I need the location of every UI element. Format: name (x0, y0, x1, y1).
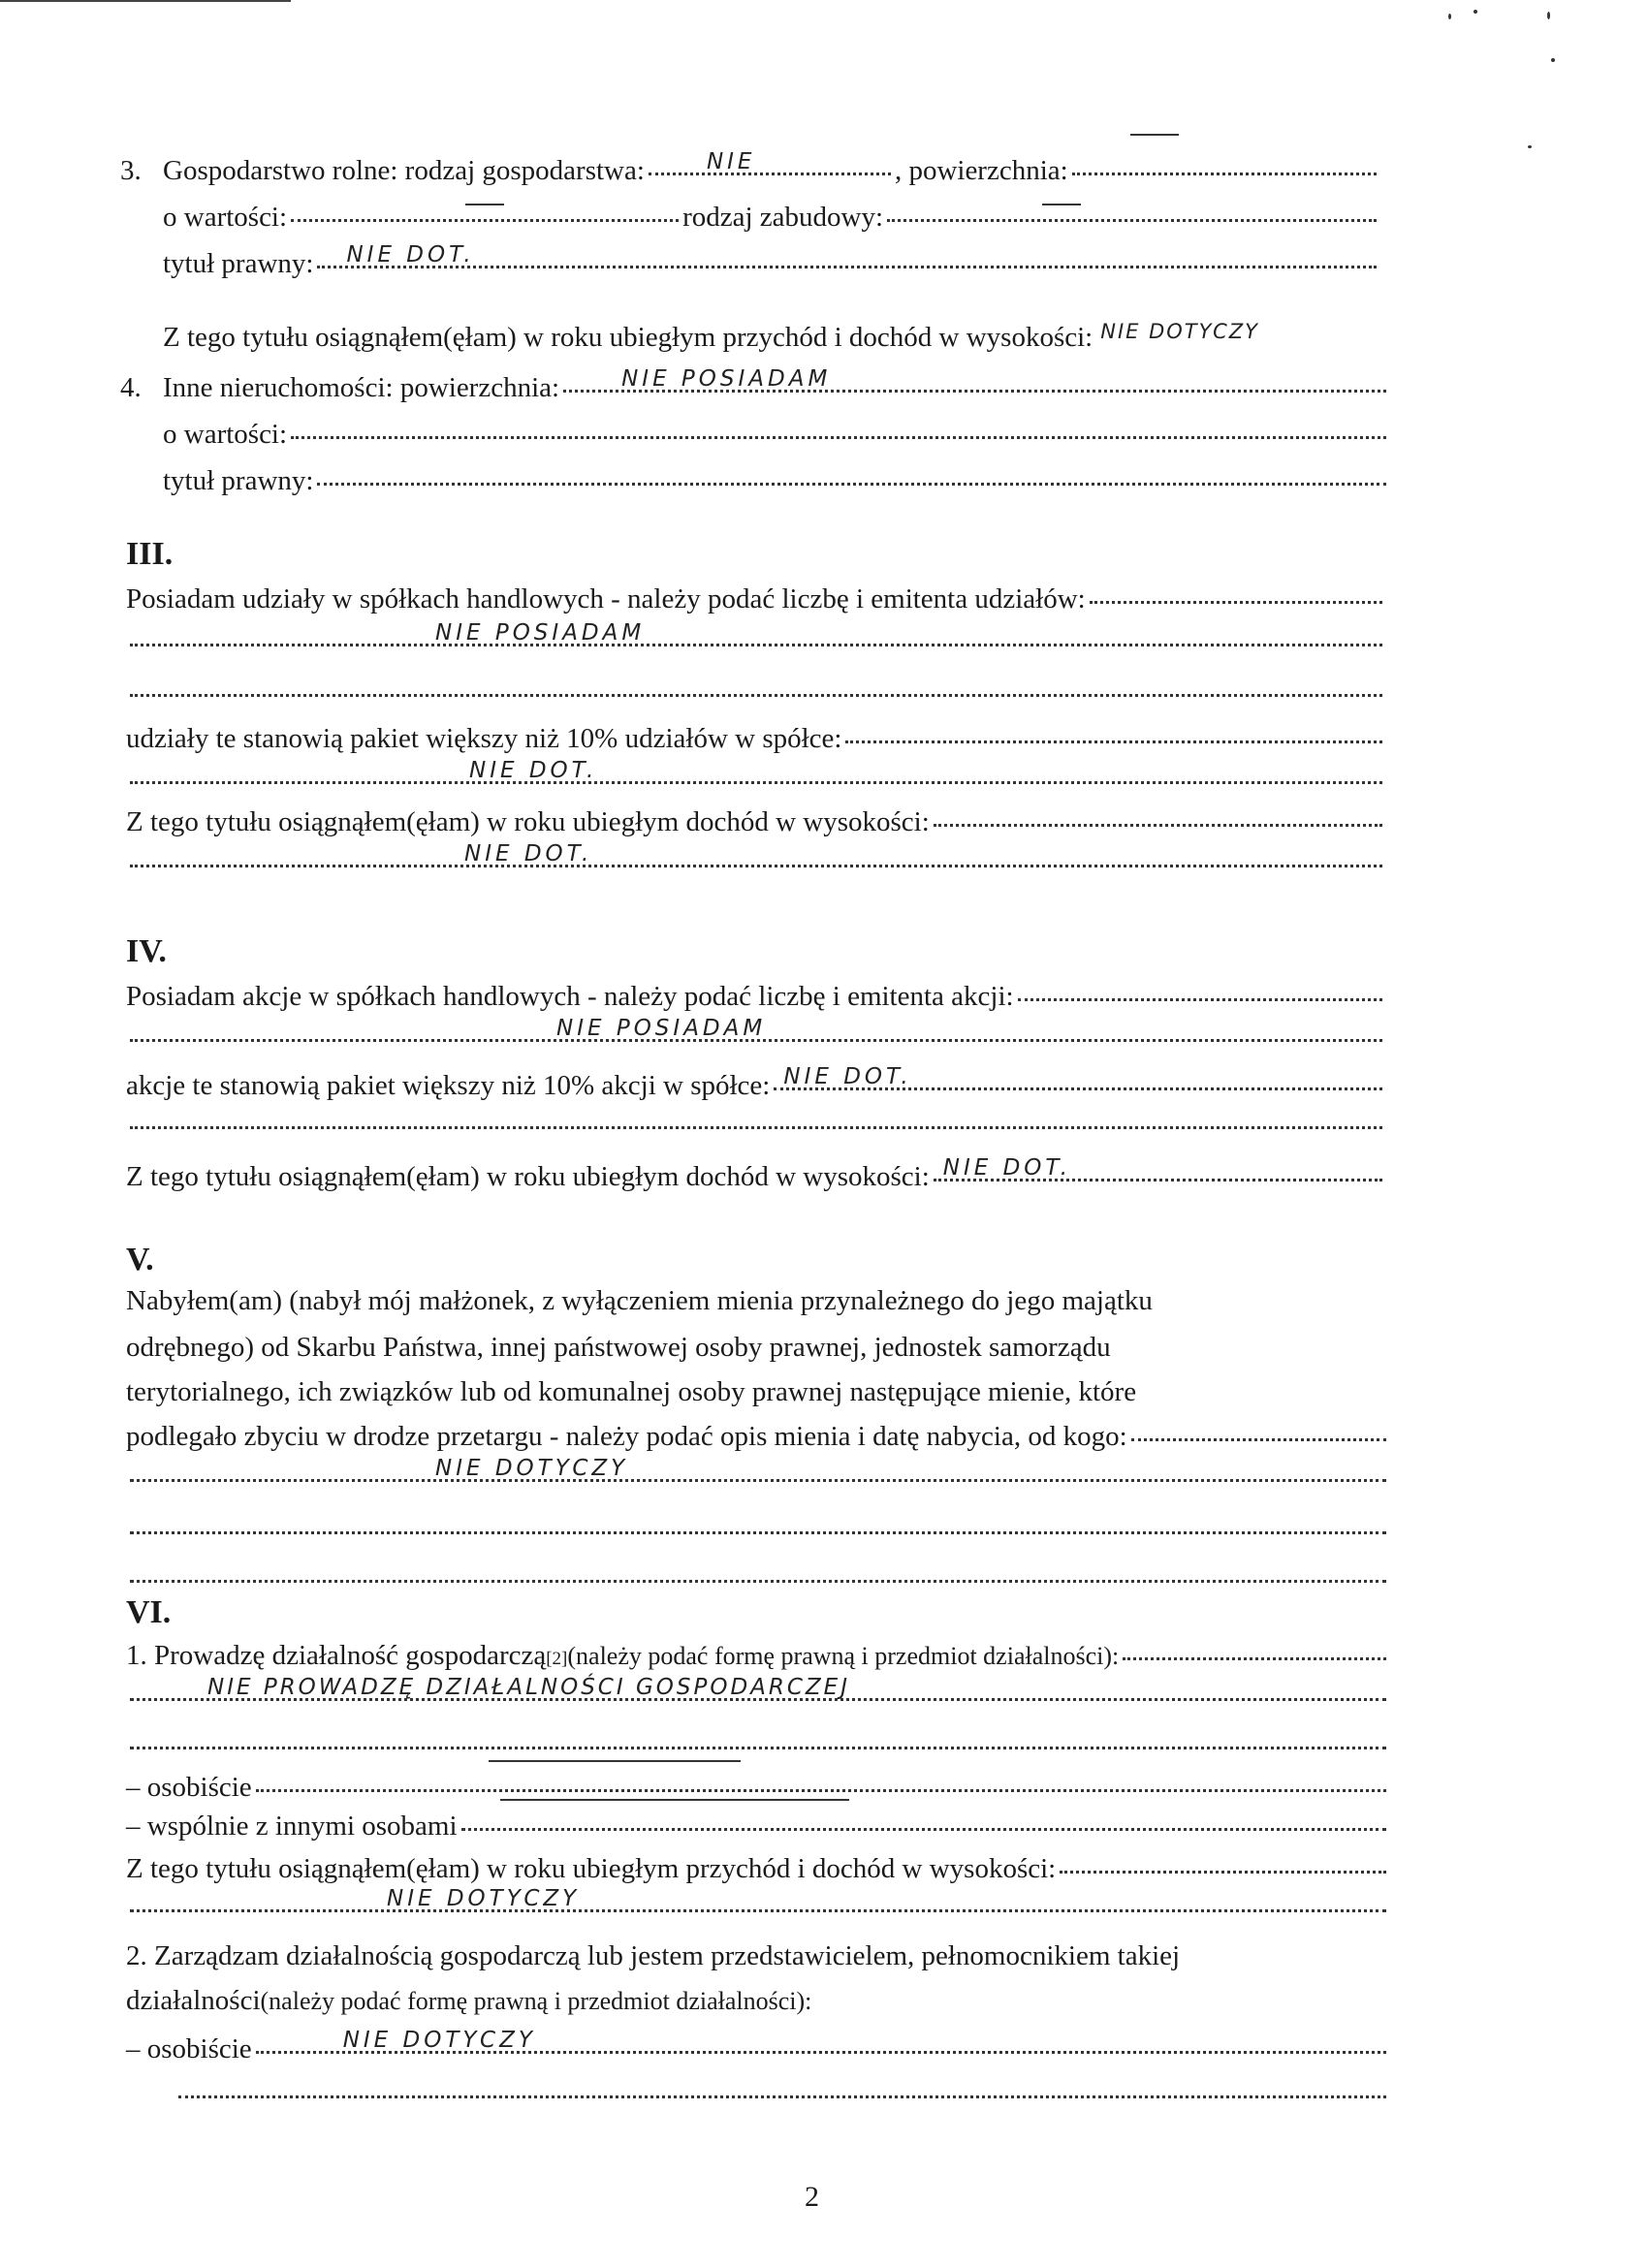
farm-area-field (1072, 153, 1377, 175)
farm-income-label: Z tego tytułu osiągnąłem(ęłam) w roku ubiegłym przychód i dochód w wysokości: (163, 322, 1093, 353)
management-personally-field (256, 2028, 1386, 2054)
other-property-value: NIE POSIADAM (621, 366, 832, 392)
section-v-answer-field (130, 1456, 1386, 1482)
section-v-heading: V. (126, 1242, 154, 1277)
dash-mark (500, 1799, 849, 1801)
business-personally-label: – osobiście (126, 1772, 252, 1803)
farm-building-label: rodzaj zabudowy: (682, 202, 884, 233)
dash-mark (465, 204, 504, 205)
farm-title-value: NIE DOT. (346, 242, 475, 268)
farm-income-row (163, 320, 1510, 355)
shares-answer-row (126, 620, 1386, 650)
farm-title-field (317, 242, 1377, 268)
scan-speck (1547, 12, 1550, 19)
other-property-value-field (291, 417, 1386, 439)
stocks-answer-row (126, 1016, 1386, 1046)
business-personally-field (256, 1770, 1386, 1792)
management-row-2 (126, 1983, 1390, 2019)
footnote-marker: [2] (546, 1649, 568, 1669)
farm-value-row (163, 200, 1380, 235)
shares-package-field (845, 721, 1382, 743)
stocks-row (126, 979, 1386, 1014)
stocks-income-field (934, 1155, 1382, 1181)
stocks-value: NIE POSIADAM (556, 1016, 767, 1041)
business-value: NIE PROWADZĘ DZIAŁALNOŚCI GOSPODARCZEJ (207, 1675, 851, 1700)
shares-row (126, 582, 1386, 616)
business-jointly-label: – wspólnie z innymi osobami (126, 1811, 458, 1842)
section-v-blank-field (130, 1512, 1386, 1534)
management-personally-row (126, 2028, 1390, 2066)
stocks-package-field (774, 1064, 1382, 1090)
other-property-row (120, 366, 1390, 405)
shares-income-row (126, 804, 1386, 839)
other-property-field (563, 366, 1386, 393)
section-v-blank-row (126, 1516, 1390, 1538)
management-blank-field (178, 2076, 1386, 2098)
business-income-value: NIE DOTYCZY (387, 1886, 581, 1911)
business-label: 1. Prowadzę działalność gospodarczą (126, 1640, 547, 1671)
shares-blank-field (130, 675, 1382, 697)
stocks-package-value: NIE DOT. (783, 1064, 912, 1089)
dash-mark (1130, 134, 1179, 136)
business-income-label: Z tego tytułu osiągnąłem(ęłam) w roku ubiegłym przychód i dochód w wysokości: (126, 1853, 1057, 1884)
farm-value-field (291, 200, 679, 222)
stocks-income-label: Z tego tytułu osiągnąłem(ęłam) w roku ubiegłym dochód w wysokości: (126, 1161, 930, 1192)
item-number: 3. (120, 155, 142, 186)
management-blank-row (174, 2080, 1390, 2102)
management-text-line: działalności (126, 1985, 261, 2016)
shares-package-value: NIE DOT. (469, 758, 598, 783)
page-number: 2 (805, 2181, 819, 2213)
shares-income-field (934, 804, 1382, 827)
shares-income-value: NIE DOT. (464, 841, 593, 866)
section-v-value: NIE DOTYCZY (435, 1456, 629, 1481)
other-property-title-row (163, 463, 1390, 498)
farm-type-label: Gospodarstwo rolne: rodzaj gospodarstwa: (163, 155, 645, 186)
other-property-title-field (317, 463, 1386, 486)
shares-income-answer-field (130, 841, 1382, 867)
farm-type-row (120, 149, 1380, 188)
management-row (126, 1938, 1390, 1973)
shares-income-answer-row (126, 841, 1386, 871)
other-property-value-row (163, 417, 1390, 452)
section-iv-heading: IV. (126, 933, 167, 969)
item-number: 4. (120, 372, 142, 403)
scan-edge-line (0, 0, 291, 2)
other-property-title-label: tytuł prawny: (163, 465, 314, 496)
management-personally-label: – osobiście (126, 2033, 252, 2064)
other-property-label: Inne nieruchomości: powierzchnia: (163, 372, 560, 403)
shares-label: Posiadam udziały w spółkach handlowych - należy podać liczbę i emitenta udziałów: (126, 583, 1086, 614)
farm-type-value: NIE (706, 149, 756, 174)
stocks-income-value: NIE DOT. (942, 1155, 1072, 1181)
dash-mark (1042, 204, 1081, 205)
dash-mark (489, 1760, 741, 1762)
stocks-answer-field (130, 1016, 1382, 1042)
shares-package-answer-row (126, 758, 1386, 788)
management-personally-value: NIE DOTYCZY (342, 2028, 536, 2053)
farm-type-field (649, 149, 891, 175)
farm-title-row (163, 242, 1380, 281)
section-v-question-row (126, 1419, 1390, 1454)
shares-package-row (126, 721, 1386, 756)
stocks-package-row (126, 1064, 1386, 1103)
business-income-answer-field (130, 1886, 1386, 1912)
farm-area-label: , powierzchnia: (894, 155, 1068, 186)
business-answer-field (130, 1675, 1386, 1701)
shares-field (1090, 582, 1382, 604)
business-income-answer-row (126, 1886, 1390, 1916)
business-income-field (1060, 1851, 1386, 1874)
section-v-blank-row (126, 1564, 1390, 1587)
stocks-package-label: akcje te stanowią pakiet większy niż 10% akcji w spółce: (126, 1070, 771, 1101)
shares-package-answer-field (130, 758, 1382, 784)
management-text-line: 2. Zarządzam działalnością gospodarczą lub jestem przedstawicielem, pełnomocnikiem takiej (126, 1940, 1181, 1971)
section-vi-heading: VI. (126, 1594, 172, 1630)
business-answer-row (126, 1675, 1390, 1705)
section-v-text-line: Nabyłem(am) (nabył mój małżonek, z wyłączeniem mienia przynależnego do jego majątku (126, 1285, 1153, 1316)
scan-speck (1551, 58, 1555, 62)
shares-value: NIE POSIADAM (435, 620, 646, 646)
farm-income-value: NIE DOTYCZY (1100, 320, 1259, 343)
business-blank-field (130, 1727, 1386, 1749)
section-v-text-line: odrębnego) od Skarbu Państwa, innej państwowej osoby prawnej, jednostek samorządu (126, 1332, 1111, 1363)
business-jointly-row (126, 1809, 1390, 1843)
stocks-income-row (126, 1155, 1386, 1194)
shares-package-label: udziały te stanowią pakiet większy niż 10% udziałów w spółce: (126, 723, 842, 754)
section-v-question-field (1131, 1419, 1386, 1441)
farm-title-label: tytuł prawny: (163, 248, 314, 279)
stocks-field (1018, 979, 1382, 1001)
business-jointly-field (461, 1809, 1386, 1831)
section-v-text-line: terytorialnego, ich związków lub od komunalnej osoby prawnej następujące mienie, które (126, 1376, 1137, 1407)
section-v-answer-row (126, 1456, 1390, 1486)
farm-value-label: o wartości: (163, 202, 288, 233)
scan-speck (1474, 10, 1477, 14)
shares-income-label: Z tego tytułu osiągnąłem(ęłam) w roku ubiegłym dochód w wysokości: (126, 806, 930, 837)
scan-speck (1448, 14, 1451, 19)
farm-building-field (887, 200, 1377, 222)
farm-income-field (1096, 320, 1506, 343)
shares-blank-row (126, 678, 1386, 701)
stocks-label: Posiadam akcje w spółkach handlowych - należy podać liczbę i emitenta akcji: (126, 981, 1014, 1012)
management-text-note: (należy podać formę prawną i przedmiot działalności): (260, 1987, 812, 2015)
stocks-blank-field (130, 1107, 1382, 1129)
business-income-row (126, 1851, 1390, 1886)
section-iii-heading: III. (126, 536, 174, 572)
shares-answer-field (130, 620, 1382, 646)
section-v-text-line: podlegało zbyciu w drodze przetargu - należy podać opis mienia i datę nabycia, od kogo: (126, 1421, 1127, 1452)
business-label-note: (należy podać formę prawną i przedmiot działalności): (567, 1642, 1120, 1670)
business-field (1123, 1638, 1386, 1660)
other-property-value-label: o wartości: (163, 419, 288, 450)
business-blank-row (126, 1731, 1390, 1753)
business-row (126, 1638, 1390, 1677)
section-v-blank-field (130, 1560, 1386, 1583)
stocks-blank-row (126, 1111, 1386, 1133)
scan-speck (1528, 145, 1532, 148)
